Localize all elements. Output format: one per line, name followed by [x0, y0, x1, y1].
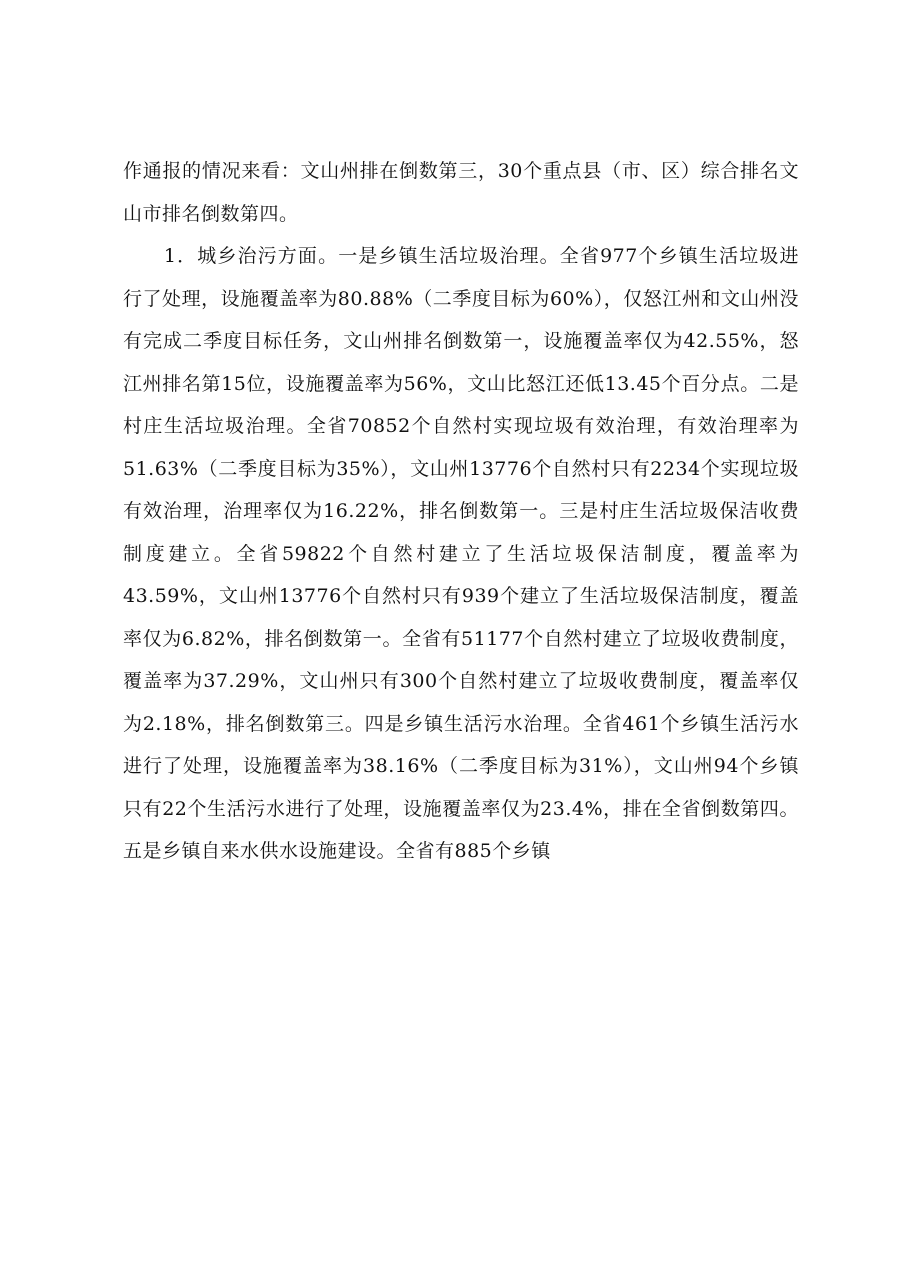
paragraph-continuation: 作通报的情况来看：文山州排在倒数第三，30个重点县（市、区）综合排名文山市排名倒数第四。: [123, 160, 799, 225]
document-body: [123, 150, 799, 873]
paragraph-urban-rural-pollution: 1．城乡治污方面。一是乡镇生活垃圾治理。全省977个乡镇生活垃圾进行了处理，设施覆盖率为80.88%（二季度目标为60%），仅怒江州和文山州没有完成二季度目标任务，文山州排名倒数第一，设施覆盖率仅为42.55%，怒江州排名第15位，设施覆盖率为56%，文山比怒江还低13.45个百分点。二是村庄生活垃圾治理。全省70852个自然村实现垃圾有效治理，有效治理率为51.63%（二季度目标为35%），文山州13776个自然村只有2234个实现垃圾有效治理，治理率仅为16.22%，排名倒数第一。三是村庄生活垃圾保洁收费制度建立。全省59822个自然村建立了生活垃圾保洁制度，覆盖率为43.59%，文山州13776个自然村只有939个建立了生活垃圾保洁制度，覆盖率仅为6.82%，排名倒数第一。全省有51177个自然村建立了垃圾收费制度，覆盖率为37.29%，文山州只有300个自然村建立了垃圾收费制度，覆盖率仅为2.18%，排名倒数第三。四是乡镇生活污水治理。全省461个乡镇生活污水进行了处理，设施覆盖率为38.16%（二季度目标为31%），文山州94个乡镇只有22个生活污水进行了处理，设施覆盖率仅为23.4%，排在全省倒数第四。五是乡镇自来水供水设施建设。全省有885个乡镇: [123, 245, 799, 862]
